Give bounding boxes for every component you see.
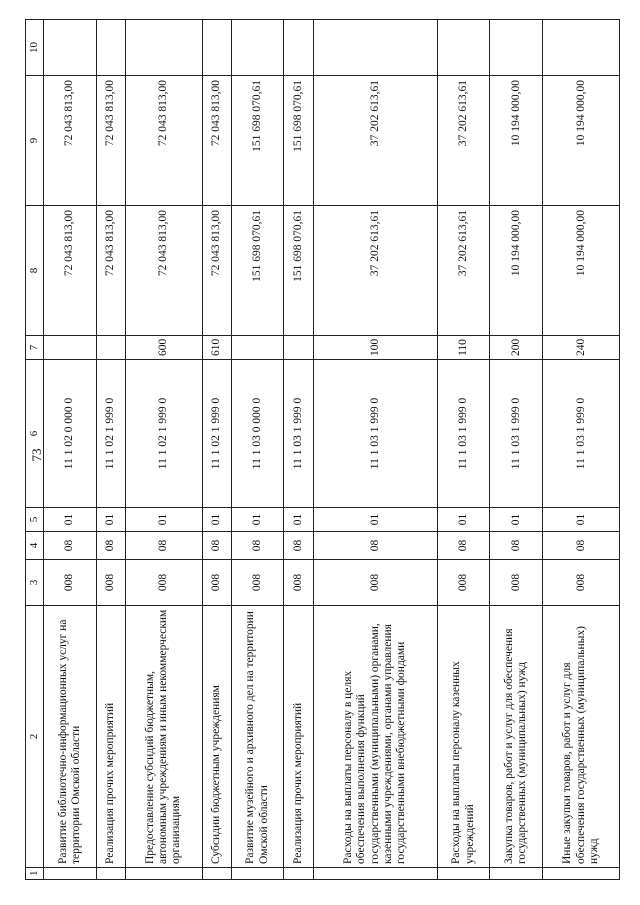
expense-name-cell: Расходы на выплаты персоналу казенных учреждений [437,606,490,868]
expense-type-cell [44,336,97,360]
subsection-code-cell: 01 [437,508,490,532]
section-code-cell: 08 [202,532,231,560]
amount-cell: 37 202 613,61 [313,76,437,206]
amount-cell: 72 043 813,00 [125,76,202,206]
amount-cell: 72 043 813,00 [202,76,231,206]
subsection-code-cell: 01 [313,508,437,532]
target-article-cell: 11 1 03 1 999 0 [543,360,620,508]
column-number-3: 3 [26,560,44,606]
expense-name-cell: Иные закупки товаров, работ и услуг для обеспечения государственных (муниципальных) нужд [543,606,620,868]
amount-cell: 151 698 070,61 [231,76,284,206]
subsection-code-cell: 01 [44,508,97,532]
notes-cell [313,20,437,76]
table-row [231,20,284,880]
page-number: 73 [29,448,44,462]
target-article-cell: 11 1 03 1 999 0 [490,360,543,508]
row-number-cell [202,868,231,880]
section-code-cell: 08 [96,532,125,560]
notes-cell [284,20,313,76]
table-row [437,20,490,880]
column-number-1: 1 [26,868,44,880]
amount-cell: 10 194 000,00 [543,76,620,206]
expense-type-cell: 100 [313,336,437,360]
table-row [44,20,97,880]
expense-type-cell: 610 [202,336,231,360]
expense-type-cell [231,336,284,360]
amount-cell: 72 043 813,00 [96,76,125,206]
amount-cell: 10 194 000,00 [490,206,543,336]
row-number-cell [313,868,437,880]
column-number-5: 5 [26,508,44,532]
section-code-cell: 08 [313,532,437,560]
admin-code-cell: 008 [284,560,313,606]
amount-cell: 151 698 070,61 [284,76,313,206]
expense-type-cell: 200 [490,336,543,360]
section-code-cell: 08 [44,532,97,560]
target-article-cell: 11 1 03 1 999 0 [313,360,437,508]
subsection-code-cell: 01 [490,508,543,532]
table-row [284,20,313,880]
header-row [26,20,44,880]
subsection-code-cell: 01 [231,508,284,532]
admin-code-cell: 008 [202,560,231,606]
target-article-cell: 11 1 03 0 000 0 [231,360,284,508]
notes-cell [125,20,202,76]
section-code-cell: 08 [231,532,284,560]
admin-code-cell: 008 [125,560,202,606]
table-row [96,20,125,880]
admin-code-cell: 008 [543,560,620,606]
expense-type-cell [96,336,125,360]
amount-cell: 37 202 613,61 [437,76,490,206]
notes-cell [543,20,620,76]
column-number-2: 2 [26,606,44,868]
section-code-cell: 08 [543,532,620,560]
section-code-cell: 08 [125,532,202,560]
column-number-4: 4 [26,532,44,560]
table-row [125,20,202,880]
target-article-cell: 11 1 03 1 999 0 [284,360,313,508]
admin-code-cell: 008 [437,560,490,606]
expense-type-cell: 600 [125,336,202,360]
column-number-7: 7 [26,336,44,360]
target-article-cell: 11 1 02 1 999 0 [96,360,125,508]
section-code-cell: 08 [490,532,543,560]
notes-cell [44,20,97,76]
target-article-cell: 11 1 02 1 999 0 [202,360,231,508]
admin-code-cell: 008 [490,560,543,606]
column-number-6: 6 [26,360,44,508]
notes-cell [490,20,543,76]
section-code-cell: 08 [284,532,313,560]
admin-code-cell: 008 [96,560,125,606]
column-number-8: 8 [26,206,44,336]
expense-name-cell: Реализация прочих мероприятий [96,606,125,868]
notes-cell [231,20,284,76]
subsection-code-cell: 01 [125,508,202,532]
notes-cell [96,20,125,76]
amount-cell: 151 698 070,61 [231,206,284,336]
amount-cell: 151 698 070,61 [284,206,313,336]
expense-name-cell: Субсидии бюджетным учреждениям [202,606,231,868]
expense-name-cell: Развитие музейного и архивного дел на территории Омской области [231,606,284,868]
amount-cell: 72 043 813,00 [202,206,231,336]
expense-name-cell: Закупка товаров, работ и услуг для обеспечения государственных (муниципальных) нужд [490,606,543,868]
subsection-code-cell: 01 [543,508,620,532]
admin-code-cell: 008 [313,560,437,606]
subsection-code-cell: 01 [96,508,125,532]
table-row [313,20,437,880]
amount-cell: 72 043 813,00 [44,76,97,206]
amount-cell: 37 202 613,61 [437,206,490,336]
row-number-cell [284,868,313,880]
amount-cell: 10 194 000,00 [543,206,620,336]
section-code-cell: 08 [437,532,490,560]
subsection-code-cell: 01 [202,508,231,532]
row-number-cell [125,868,202,880]
target-article-cell: 11 1 03 1 999 0 [437,360,490,508]
table-row [202,20,231,880]
admin-code-cell: 008 [44,560,97,606]
row-number-cell [44,868,97,880]
table-row [543,20,620,880]
target-article-cell: 11 1 02 0 000 0 [44,360,97,508]
amount-cell: 72 043 813,00 [96,206,125,336]
budget-table [25,19,620,880]
column-number-9: 9 [26,76,44,206]
target-article-cell: 11 1 02 1 999 0 [125,360,202,508]
amount-cell: 72 043 813,00 [125,206,202,336]
table-row [490,20,543,880]
expense-type-cell [284,336,313,360]
expense-name-cell: Реализация прочих мероприятий [284,606,313,868]
notes-cell [202,20,231,76]
expense-name-cell: Расходы на выплаты персоналу в целях обеспечения выполнения функций государственными (муниципальными) органами, казенными учреждениями, органами управления государственными внебюджетными фондами [313,606,437,868]
expense-name-cell: Предоставление субсидий бюджетным, автономным учреждениям и иным некоммерческим организациям [125,606,202,868]
budget-table-container [25,20,620,880]
row-number-cell [490,868,543,880]
row-number-cell [543,868,620,880]
amount-cell: 10 194 000,00 [490,76,543,206]
row-number-cell [96,868,125,880]
expense-name-cell: Развитие библиотечно-информационных услуг на территории Омской области [44,606,97,868]
notes-cell [437,20,490,76]
table-body [26,20,620,880]
amount-cell: 72 043 813,00 [44,206,97,336]
column-number-10: 10 [26,20,44,76]
row-number-cell [231,868,284,880]
subsection-code-cell: 01 [284,508,313,532]
admin-code-cell: 008 [231,560,284,606]
expense-type-cell: 110 [437,336,490,360]
amount-cell: 37 202 613,61 [313,206,437,336]
row-number-cell [437,868,490,880]
expense-type-cell: 240 [543,336,620,360]
